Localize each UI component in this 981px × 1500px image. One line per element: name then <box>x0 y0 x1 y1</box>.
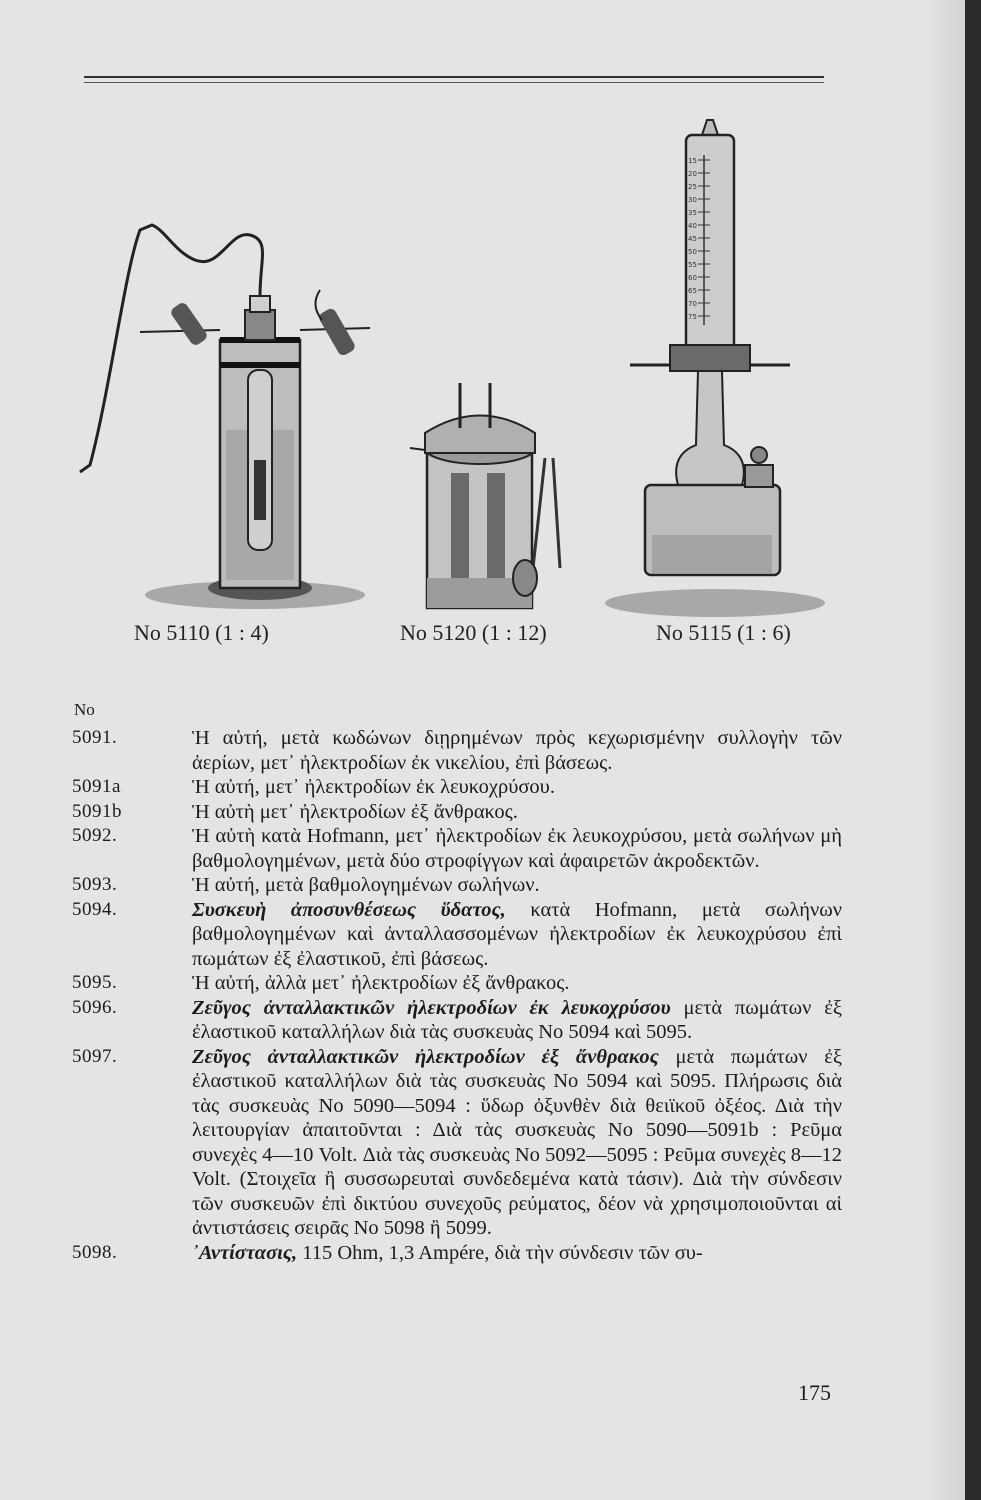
scale-label: 40 <box>688 222 697 230</box>
entry-text <box>192 898 842 972</box>
entry-description: Ἡ αὐτή, ἀλλὰ μετ᾽ ἠλεκτροδίων ἐξ ἄνθρακος. <box>192 972 570 994</box>
entry-number: 5096. <box>72 996 118 1018</box>
scale-label: 65 <box>688 287 697 295</box>
entry-description: μετὰ πωμάτων ἐξ ἐλαστικοῦ καταλλήλων διὰ τὰς συσκευὰς No 5094 καὶ 5095. <box>192 996 842 1043</box>
entry-number: 5091. <box>72 727 118 748</box>
entry-number: 5091a <box>72 776 121 797</box>
figure-5120-apparatus <box>405 378 575 618</box>
catalog-entry <box>72 775 842 800</box>
scale-label: 70 <box>688 300 697 308</box>
entry-number: 5097. <box>72 1045 118 1067</box>
scale-label: 50 <box>688 248 697 256</box>
figure-5110-apparatus <box>70 210 370 620</box>
entry-description: μετὰ πωμάτων ἐξ ἐλαστικοῦ καταλλήλων διὰ τὰς συσκευὰς No 5094 καὶ 5095. Πλήρωσις διὰ τὰς συσκευὰς No 5090—5094 : ὕδωρ ὀξυνθὲν διὰ θειϊκοῦ ὀξέος. Διὰ τὴν λειτουργίαν ἀπαιτοῦνται : Διὰ τὰς συσκευὰς No 5090—5091b : Ρεῦμα συνεχὲς 4—10 Volt. Διὰ τὰς συσκευὰς No 5092—5095 : Ρεῦμα συνεχὲς 8—12 Volt. (Στοιχεῖα ἢ συσσωρευταὶ συνδεδεμένα κατὰ τάσιν). Διὰ τὴν σύνδεσιν τῶν συσκευῶν ἐπὶ δικτύου συνεχοῦς ρεύματος, δέον νὰ χρησιμοποιοῦνται αἱ ἀντιστάσεις σειρᾶς No 5098 ἢ 5099. <box>192 1045 843 1239</box>
entry-title: ᾽Αντίστασις, <box>192 1241 298 1264</box>
entry-number: 5094. <box>72 898 118 920</box>
figure-5115-caption: No 5115 (1 : 6) <box>656 620 791 645</box>
entry-text <box>192 996 842 1045</box>
catalog-entries <box>72 726 842 1265</box>
entry-description: Ἡ αὐτὴ μετ᾽ ἠλεκτροδίων ἐξ ἄνθρακος. <box>192 800 518 823</box>
entry-number: 5093. <box>72 874 118 895</box>
entry-title: Συσκευὴ ἀποσυνθέσεως ὕδατος, <box>192 898 506 921</box>
catalog-entry <box>72 971 842 996</box>
entry-description: Ἡ αὐτὴ κατὰ Hofmann, μετ᾽ ἠλεκτροδίων ἐκ λευκοχρύσου, μετὰ σωλήνων μὴ βαθμολογημένων, μετὰ δύο στροφίγγων καὶ ἀφαιρετῶν ἀκροδεκτῶν. <box>192 825 842 872</box>
catalog-entry <box>72 873 842 898</box>
entry-title: Ζεῦγος ἀνταλλακτικῶν ἠλεκτροδίων ἐξ ἄνθρακος <box>192 1045 659 1068</box>
figure-5115-apparatus <box>600 115 830 620</box>
scale-label: 55 <box>688 261 697 269</box>
entry-number: 5098. <box>72 1241 118 1263</box>
entry-description: κατὰ Hofmann, μετὰ σωλήνων βαθμολογημένων καὶ ἀνταλλασσομένων ἠλεκτροδίων ἐκ λευκοχρύσου ἐπὶ πωμάτων ἐξ ἐλαστικοῦ, ἐπὶ βάσεως. <box>192 898 842 970</box>
entry-text <box>192 1241 842 1266</box>
catalog-entry <box>72 824 842 873</box>
entry-text <box>192 726 842 775</box>
entry-description: Ἡ αὐτή, μετὰ βαθμολογημένων σωλήνων. <box>192 874 540 896</box>
page-edge-shade <box>925 0 965 1500</box>
entry-number: 5092. <box>72 825 118 846</box>
figure-5110-caption: No 5110 (1 : 4) <box>134 620 269 645</box>
catalog-entry <box>72 1241 842 1266</box>
scale-label: 15 <box>688 157 697 165</box>
figure-5120-caption: No 5120 (1 : 12) <box>400 620 547 645</box>
entry-text <box>192 971 842 996</box>
entry-text <box>192 873 842 898</box>
scale-label: 60 <box>688 274 697 282</box>
catalog-entry <box>72 726 842 775</box>
catalog-entry <box>72 898 842 972</box>
entry-description: Ἡ αὐτή, μετ᾽ ἠλεκτροδίων ἐκ λευκοχρύσου. <box>192 776 555 798</box>
scale-label: 30 <box>688 196 697 204</box>
scale-label: 25 <box>688 183 697 191</box>
entry-text <box>192 800 842 825</box>
scale-label: 75 <box>688 313 697 321</box>
catalog-entry <box>72 800 842 825</box>
entry-title: Ζεῦγος ἀνταλλακτικῶν ἠλεκτροδίων ἐκ λευκοχρύσου <box>192 996 671 1019</box>
entry-description: 115 Ohm, 1,3 Ampére, διὰ τὴν σύνδεσιν τῶν συ- <box>297 1241 703 1264</box>
header-rule <box>84 76 824 85</box>
entry-number: 5095. <box>72 972 118 993</box>
catalog-entry <box>72 996 842 1045</box>
scale-label: 35 <box>688 209 697 217</box>
number-column-heading: No <box>74 700 95 719</box>
page-number: 175 <box>798 1380 831 1405</box>
entry-text <box>192 824 842 873</box>
scale-label: 20 <box>688 170 697 178</box>
entry-number: 5091b <box>72 800 122 822</box>
entry-description: Ἡ αὐτή, μετὰ κωδώνων διῃρημένων πρὸς κεχωρισμένην συλλογὴν τῶν ἀερίων, μετ᾽ ἠλεκτροδίων ἐκ νικελίου, ἐπὶ βάσεως. <box>192 727 842 774</box>
scan-edge-strip <box>965 0 981 1500</box>
scale-label: 45 <box>688 235 697 243</box>
entry-text <box>192 1045 842 1241</box>
entry-text <box>192 775 842 800</box>
catalog-entry <box>72 1045 842 1241</box>
